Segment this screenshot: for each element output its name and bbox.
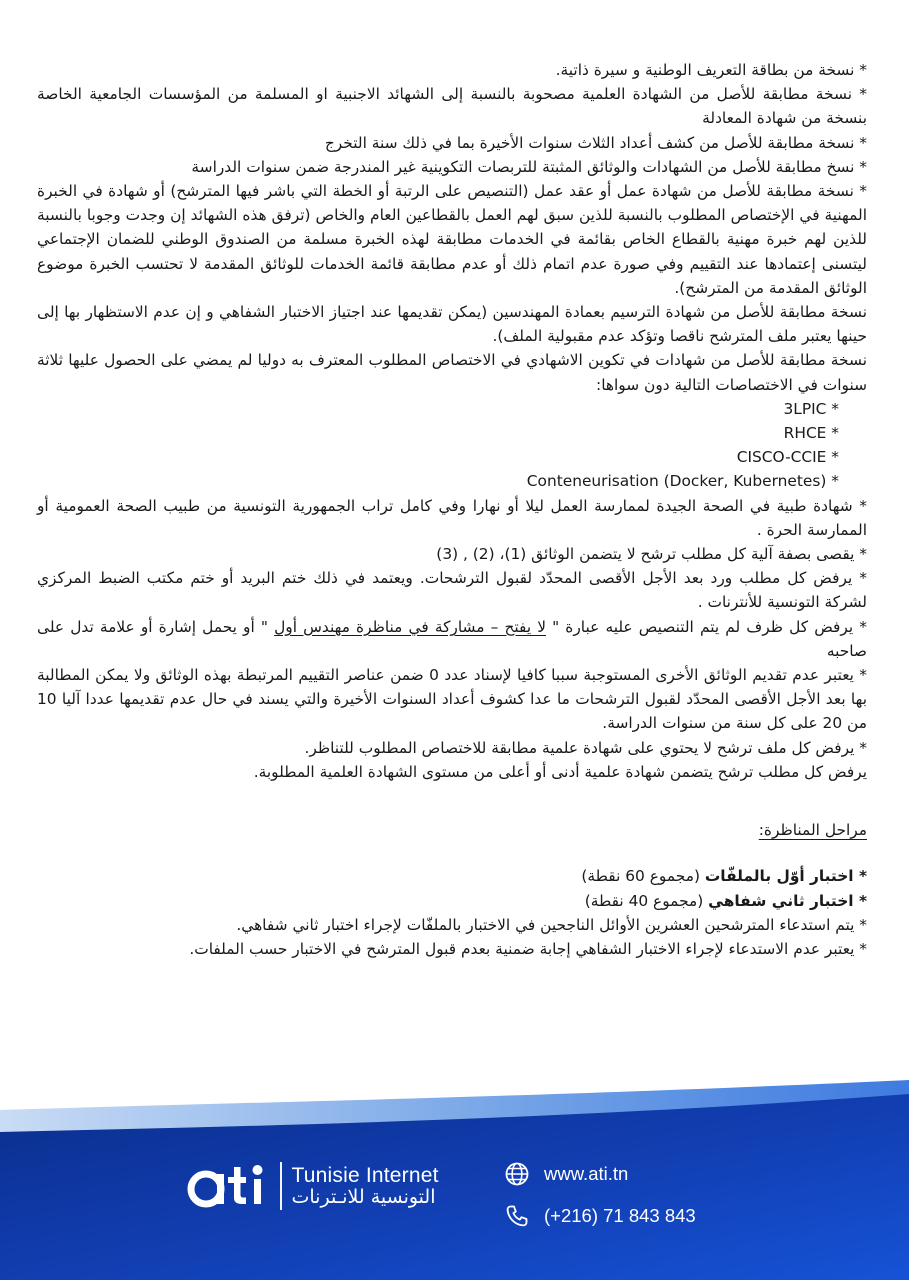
footer-banner — [0, 1080, 909, 1280]
stage-2-points: (مجموع 40 نقطة) — [584, 891, 709, 910]
condition-deadline: * يرفض كل مطلب ورد بعد الأجل الأقصى المحدّد لقبول الترشحات. ويعتمد في ذلك ختم البريد أو ختم مكتب الضبط المركزي لشركة التونسية للأنترنات . — [37, 569, 867, 612]
stage-2 — [37, 889, 867, 913]
requirement-6: نسخة مطابقة للأصل من شهادة الترسيم بعمادة المهندسين (يمكن تقديمها عند اجتياز الاختبار الشفاهي و إن عدم الاستظهار بها إلى حينها يعتبر ملف المترشح ناقصا وتؤكد عدم مقبولية الملف). — [37, 303, 867, 346]
stage-2-title: * اختبار ثاني شفاهي — [708, 891, 867, 910]
document-body — [37, 58, 867, 961]
stage-1-title: * اختبار أوّل بالملفّات — [704, 867, 867, 886]
brand-text — [292, 1164, 439, 1208]
stage-1-points: (مجموع 60 نقطة) — [581, 867, 705, 886]
spacer — [37, 784, 867, 818]
envelope-underlined-phrase: لا يفتح – مشاركة في مناظرة مهندس أول — [274, 617, 546, 636]
requirement-2: * نسخة مطابقة للأصل من الشهادة العلمية مصحوبة بالنسبة إلى الشهائد الاجنبية او المسلمة من المؤسسات الجامعية الخاصة بنسخة من شهادة المعادلة — [37, 85, 867, 128]
envelope-text-after: " أو يحمل إشارة أو علامة تدل على صاحبه — [37, 617, 867, 660]
requirement-4: * نسخ مطابقة للأصل من الشهادات والوثائق المثبتة للتربصات التكوينية غير المندرجة ضمن سنوات الدراسة — [191, 157, 867, 176]
condition-exclusion: * يقصى بصفة آلية كل مطلب ترشح لا يتضمن الوثائق (1)، (2) , (3) — [436, 545, 867, 564]
certification-item: CISCO-CCIE * — [736, 448, 839, 467]
certification-item: 3LPIC * — [783, 399, 839, 418]
note-1: * يتم استدعاء المترشحين العشرين الأوائل الناجحين في الاختبار بالملفّات لإجراء اختبار ثاني شفاهي. — [236, 915, 867, 934]
certification-item: Conteneurisation (Docker, Kubernetes) * — [526, 472, 839, 491]
certification-item: RHCE * — [783, 424, 839, 443]
phone-row[interactable] — [504, 1200, 696, 1232]
condition-missing-docs: * يعتبر عدم تقديم الوثائق الأخرى المستوجبة سببا كافيا لإسناد عدد 0 ضمن عناصر التقييم المرتبطة بهذه الوثائق ولا يمكن المطالبة بها بعد الأجل الأقصى المحدّد لقبول الترشحات ما عدا كشوف أعداد السنوات الأخيرة والتي يسند في حال عدم تقديمها عددا آليا 10 من 20 على كل سنة من سنوات الدراسة. — [37, 666, 867, 733]
contact-info — [504, 1158, 696, 1242]
condition-degree-match: * يرفض كل ملف ترشح لا يحتوي على شهادة علمية مطابقة للاختصاص المطلوب للتناظر. — [304, 738, 867, 757]
spacer — [37, 842, 867, 864]
ati-logo — [184, 1161, 272, 1211]
condition-envelope — [37, 615, 867, 663]
stages-title: مراحل المناظرة: — [758, 821, 867, 840]
ati-brand — [184, 1160, 439, 1212]
brand-name-arabic: التونسية للانـترنات — [291, 1186, 436, 1209]
phone-number[interactable]: (+216) 71 843 843 — [544, 1205, 696, 1226]
brand-name-english: Tunisie Internet — [291, 1164, 439, 1187]
website-row[interactable] — [504, 1158, 696, 1190]
requirement-5: * نسخة مطابقة للأصل من شهادة عمل أو عقد عمل (التنصيص على الرتبة أو الخطة التي باشر فيها المترشح) أو شهادة في الخبرة المهنية في الإختصاص المطلوب بالنسبة للذين سبق لهم العمل بالقطاعين العام والخاص (ترفق هذه الشهائد إن وجدت وجوبا بالنسبة للذين لهم خبرة مهنية بالقطاع الخاص بقائمة في الخدمات مطابقة لهذه الخبرة مسلمة من الصندوق الوطني للضمان الإجتماعي ليتسنى إعتمادها عند التقييم وفي صورة عدم اتمام ذلك أو عدم مطابقة قائمة الخدمات للوثائق المقدمة لا تحتسب الخبرة موضوع الوثائق المقدمة من المترشح). — [37, 182, 867, 297]
note-2: * يعتبر عدم الاستدعاء لإجراء الاختبار الشفاهي إجابة ضمنية بعدم قبول المترشح في الاختبار حسب الملفات. — [189, 939, 867, 958]
footer-wave-background — [0, 1080, 909, 1280]
stage-1 — [37, 864, 867, 888]
condition-degree-level: يرفض كل مطلب ترشح يتضمن شهادة علمية أدنى أو أعلى من مستوى الشهادة العلمية المطلوبة. — [253, 762, 867, 781]
requirement-1: * نسخة من بطاقة التعريف الوطنية و سيرة ذاتية. — [555, 61, 867, 79]
brand-divider — [280, 1162, 282, 1210]
envelope-text-before: * يرفض كل ظرف لم يتم التنصيص عليه عبارة " — [546, 617, 867, 636]
website-link[interactable]: www.ati.tn — [544, 1163, 629, 1184]
globe-icon — [504, 1161, 530, 1187]
requirement-3: * نسخة مطابقة للأصل من كشف أعداد الثلاث سنوات الأخيرة بما في ذلك سنة التخرج — [324, 133, 867, 152]
condition-medical: * شهادة طبية في الصحة الجيدة لممارسة العمل ليلا أو نهارا وفي كامل تراب الجمهورية التونسية من طبيب الصحة العمومية أو الممارسة الحرة . — [37, 496, 867, 539]
requirement-7: نسخة مطابقة للأصل من شهادات في تكوين الاشهادي في الاختصاص المطلوب المعترف به دوليا لم يمضي على الحصول عليها ثلاثة سنوات في الاختصاصات التالية دون سواها: — [37, 351, 867, 394]
phone-icon — [504, 1203, 530, 1229]
